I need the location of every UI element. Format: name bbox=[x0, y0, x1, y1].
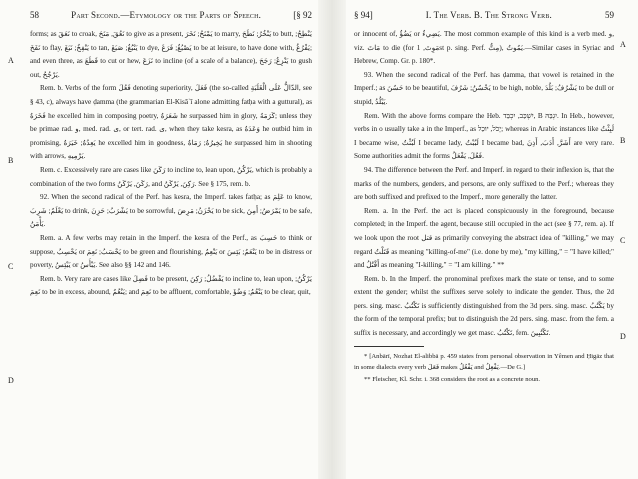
left-head-title: Part Second.—Etymology or the Parts of Speech. bbox=[71, 10, 262, 20]
left-paragraph: Rem. b. Verbs of the form فَعُلَ denoting superiority, فَعَلَ (the so-called الدّالُّ عَلَى الْغَلَبَةِ, see § 43, c), always have ḍamma (the grammarian El-Kisāʾī alone admitting fatḥa with a guttural), as فَخَرَهُ he excelled him in composing poetry, شَعَرَهُ he surpassed him in glory, كَرَمَهُ; unless they be primae rad. و, med. rad. ى, or tert. rad. ى, when they take kesra, as وَعَدَهُ he outbid him in promising, يَعِدُهُ; خَيَرَهُ he excelled him in goodness, يَخِيرُهُ; رَمَاهُ he surpassed him in shooting with arrows, يَرْمِيهِ. bbox=[30, 84, 312, 161]
right-paragraph: Rem. a. In the Perf. the act is placed conspicuously in the foreground, because completed; in the Imperf. the agent, because still occupied in the act (see § 77, rem. a). If we look upon the root قتل as primarily conveying the abstract idea of "killing," we may regard قَتَلْتُ as meaning "killing-of-me" (i.e. done by me), "my killing," = "I have killed;" and أَقْتُلُ as meaning "I-killing," = "I am killing." ** bbox=[354, 206, 614, 270]
right-paragraph: 93. When the second radical of the Perf. has ḍamma, that vowel is retained in the Imperf.; as حَسُنَ to be beautiful, يَحْسُنُ; شَرُفَ to be high, noble, يَشْرُفُ; بَلُدَ to be dull or stupid, يَبْلُدُ. bbox=[354, 70, 614, 106]
right-page bbox=[354, 8, 614, 474]
right-head-title: I. The Verb. B. The Strong Verb. bbox=[425, 10, 552, 20]
left-page bbox=[30, 8, 312, 474]
left-margin-letter-b: B bbox=[8, 156, 14, 165]
right-margin-letter-a: A bbox=[620, 40, 626, 49]
right-paragraph: or innocent of, يَضُؤُ or يَضِيءُ. The most common example of this kind is a verb med. و, viz. مَاتَ to die (for مَوِتَ, 1st p. sing. Perf. مِتُّ), يَمُوتُ.—Similar cases in Syriac and Hebrew, Comp. Gr. p. 180*. bbox=[354, 30, 614, 66]
left-paragraph: forms; as نَعَقَ to croak, نَعُقَ, مَنَحَ to give as a present, يَمْنَحُ; نَخَرَ to marry, يَنْخُرُ; نَطَحَ to butt, يَنْطِحُ; نَفَخَ to flay, يَنْفِخُ; نَبَغَ to tan, يَنْبُغُ; صَبَغَ to dye, يَصْبُغُ; فَرَغَ to be at leisure, to have done with, يَفْرُغُ; and even three, as قَطَعَ to cut or hew, نَزَعَ to incline (of a scale of a balance), يَنْزِعُ; رَجَحَ to gush out, يَرْجُحُ. bbox=[30, 30, 312, 79]
right-paragraph: Rem. With the above forms compare the Heb. יִשְׁכַּב, יִכְבַּד, B יִגְבַּהּ. In Heb., however, verbs in o usually take a in the Imperf., as יָכֹל, יוּכַל; whereas in Arabic instances like لَبِثْتُ I became wise, لَبُثْتُ I became lady, لَبُبْتُ I became bad, أَشَرَّ, أَدَبَ, أَذِنَ are very rare. Some authorities admit the forms فَعُلَ, يَفْعَلُ. bbox=[354, 111, 614, 161]
left-running-head bbox=[30, 8, 312, 22]
left-section-ref: [§ 92 bbox=[293, 10, 312, 20]
right-page-number: 59 bbox=[605, 10, 614, 20]
right-paragraph: Rem. b. In the Imperf. the pronominal prefixes mark the state or tense, and to some extent the gender; whilst the suffixes serve solely to indicate the gender. Thus, the 2d pers. sing. masc. تَكْتُبُ is sufficiently distinguished from the 3d pers. sing. masc. يَكْتُبُ by the form of the temporal prefix; but to distinguish the 2d pers. sing. masc. from the fem. a suffix is necessary, and accordingly we get masc. تَكْتُبُ, fem. تَكْتُبِينَ. bbox=[354, 274, 614, 338]
right-margin-letter-b: B bbox=[620, 136, 626, 145]
right-paragraph: 94. The difference between the Perf. and Imperf. in regard to their inflexion is, that the marks of the numbers, genders, and persons, are only suffixed to the Perf.; whereas they are both suffixed and prefixed to the Imperf., more generally the latter. bbox=[354, 165, 614, 202]
left-paragraph: 92. When the second radical of the Perf. has kesra, the Imperf. takes fatḥa; as عَلِمَ to know, يَعْلَمُ; شَرِبَ to drink, يَشْرَبُ; حَزِنَ to be sorrowful, يَحْزَنُ; مَرِضَ to be sick, يَمْرَضُ; أَمِنَ to be safe, يَأْمَنُ. bbox=[30, 193, 312, 229]
footnote: ** Fleischer, Kl. Schr. i. 368 considers the root as a concrete noun. bbox=[364, 376, 541, 384]
left-margin-letter-a: A bbox=[8, 56, 14, 65]
left-margin-letter-c: C bbox=[8, 262, 14, 271]
left-page-number: 58 bbox=[30, 10, 39, 20]
right-margin-letter-c: C bbox=[620, 236, 626, 245]
left-margin-letter-d: D bbox=[8, 376, 14, 385]
left-paragraph: Rem. c. Excessively rare are cases like رَكَنَ to incline to, lean upon, يَرْكُنُ, which is probably a combination of the two forms رَكَنَ, يَرْكَنُ, and رَكِنَ, يَرْكَنُ. See § 175, rem. b. bbox=[30, 165, 312, 188]
book-gutter bbox=[318, 0, 346, 479]
left-paragraph: Rem. b. Very rare are cases like فَضِلَ to be present, يَفْضُلُ; رَكِنَ to incline to, lean upon, يَرْكُنُ; نَعِمَ to be in excess, abound, يَنْعُمُ; and نَعِمَ to be affluent, comfortable, يَنْعُمُ; وَضُؤَ to be clear, quit, bbox=[30, 274, 312, 297]
footnote-rule bbox=[354, 346, 424, 347]
footnote: * [Anbārī, Nozhat El-alibbā p. 459 states from personal observation in Yêmen and Ḥigāz that in some dialects every verb فَعَلَ makes يَفْعُلُ and يَفْعِلُ.—De G.] bbox=[354, 352, 614, 372]
right-section-ref: § 94] bbox=[354, 10, 373, 20]
right-margin-letter-d: D bbox=[620, 332, 626, 341]
right-running-head bbox=[354, 8, 614, 22]
left-paragraph: Rem. a. A few verbs may retain in the Imperf. the kesra of the Perf., as حَسِبَ to think or suppose, يَحْسِبُ or يَحْسَبُ; نَعِمَ to be green and flourishing, يَنْعِمُ or يَنْعَمُ; بَئِسَ to be in distress or poverty, يَبْئِسُ or يَبْأَسُ. See also §§ 142 and 146. bbox=[30, 233, 312, 270]
